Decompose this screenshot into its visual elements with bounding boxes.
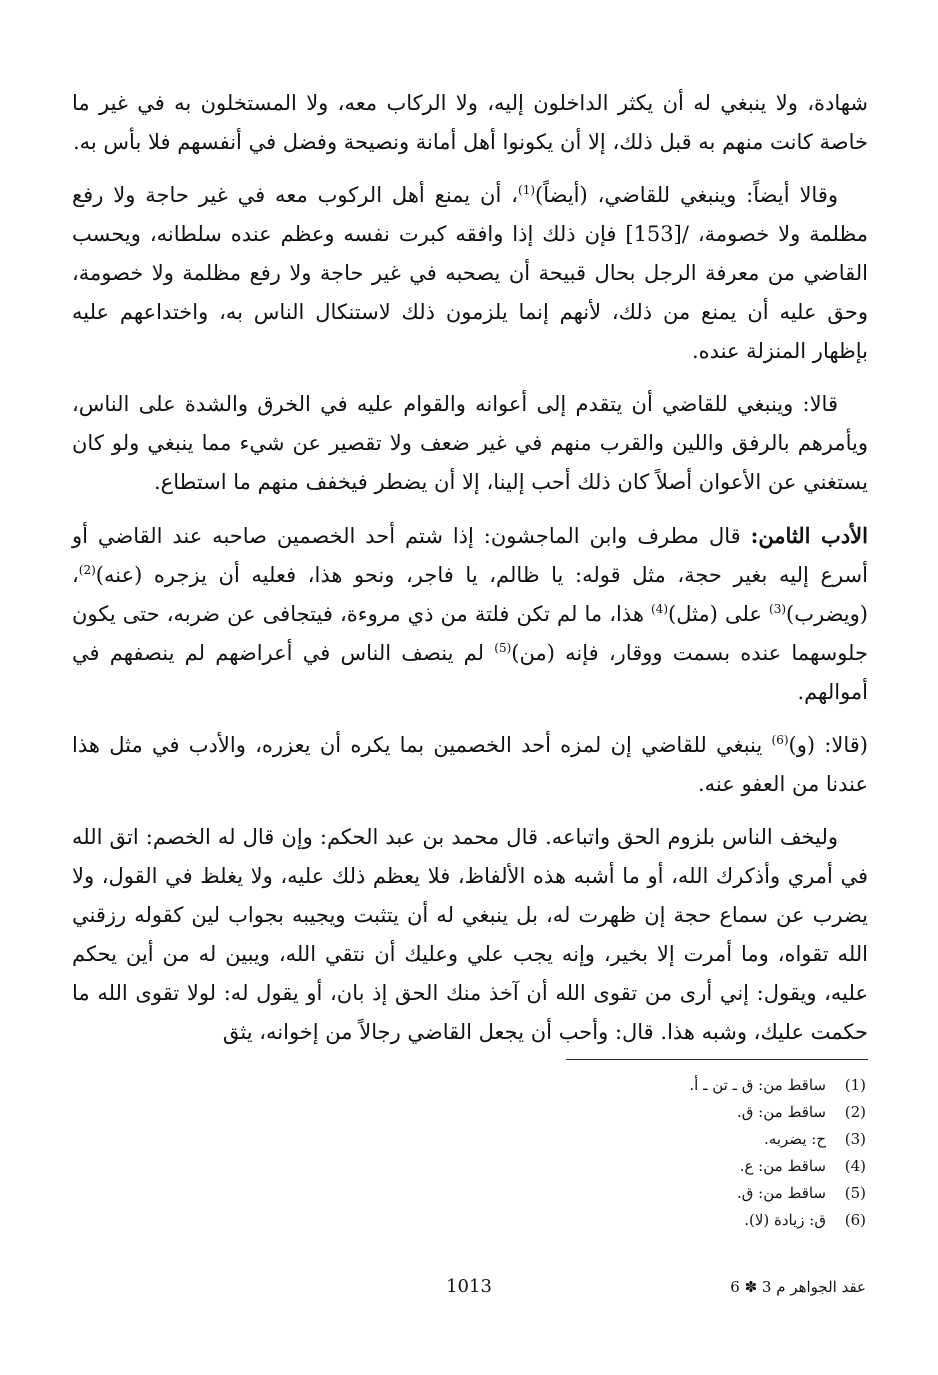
page-number: 1013 xyxy=(446,1276,492,1297)
paragraph-5-part-b: ينبغي للقاضي إن لمزه أحد الخصمين بما يكره أن يعزره، والأدب في مثل هذا عندنا من العفو عنه. xyxy=(72,733,868,796)
footnote-text: ساقط من: ع. xyxy=(739,1157,826,1175)
footnote-text: ح: يضربه. xyxy=(764,1130,826,1148)
footnote-item xyxy=(560,1207,866,1234)
footnote-number: (2) xyxy=(844,1103,866,1121)
paragraph-2-part-b: ، أن يمنع أهل الركوب معه في غير حاجة ولا رفع مظلمة ولا خصومة، /[153] فإن ذلك إذا وافقه كبرت نفسه وعظم عنده سلطانه، ويحسب القاضي من معرفة الرجل بحال قبيحة أن يصحبه في غير حاجة ولا رفع مظلمة ولا خصومة، وحق عليه أن يمنع من ذلك، لأنهم إنما يلزمون ذلك لاستنكال الناس به، واختداعهم عليه بإظهار المنزلة عنده. xyxy=(72,183,869,363)
paragraph-4 xyxy=(72,516,868,712)
footnote-number: (4) xyxy=(844,1157,866,1175)
paragraph-1: شهادة، ولا ينبغي له أن يكثر الداخلون إليه، ولا الركاب معه، ولا المستخلون به في غير ما خاصة كانت منهم به قبل ذلك، إلا أن يكونوا أهل أمانة ونصيحة وفضل في أنفسهم فلا بأس به. xyxy=(72,91,868,154)
paragraph-4-part-c: على (مثل) xyxy=(668,602,770,626)
footnote-text: ساقط من: ق ـ تن ـ أ. xyxy=(689,1076,826,1094)
paragraph-3: قالا: وينبغي للقاضي أن يتقدم إلى أعوانه والقوام عليه في الخرق والشدة على الناس، ويأمرهم بالرفق واللين والقرب منهم في غير ضعف ولا تقصير عن شيء مما ينبغي ولو كان يستغني عن الأعوان أصلاً كان ذلك أحب إلينا، إلا أن يضطر فيخفف منهم ما استطاع. xyxy=(72,392,868,494)
main-text xyxy=(72,84,868,1066)
footnote-item xyxy=(560,1126,866,1153)
footnote-number: (6) xyxy=(844,1211,866,1229)
paragraph-5-part-a: (قالا: (و) xyxy=(788,733,868,757)
section-heading: الأدب الثامن: xyxy=(750,523,868,548)
footnote-item xyxy=(560,1099,866,1126)
footnote-number: (5) xyxy=(844,1184,866,1202)
footnote-text: ساقط من: ق. xyxy=(737,1103,826,1121)
footnote-ref-5: (5) xyxy=(494,641,512,655)
paragraph-4-part-d: هذا، ما لم تكن فلتة من ذي مروءة، فيتجافى عن ضربه، حتى يكون جلوسهما عنده بسمت ووقار، فإنه (من) xyxy=(72,602,868,665)
paragraph-6: وليخف الناس بلزوم الحق واتباعه. قال محمد بن عبد الحكم: وإن قال له الخصم: اتق الله في أمري وأذكرك الله، أو ما أشبه هذه الألفاظ، فلا يعظم ذلك عليه، ولا يغلظ في القول، ولا يضرب عن سماع حجة إن ظهرت له، بل ينبغي له أن يتثبت ويجيبه بجواب لين كقوله رزقني الله تقواه، وما أمرت إلا بخير، وإنه يجب علي وعليك أن نتقي الله، ويبين له من أين يحكم عليه، ويقول: إني أرى من تقوى الله أن آخذ منك الحق إذ بان، أو يقول له: لولا تقوى الله ما حكمت عليك، وشبه هذا. قال: وأحب أن يجعل القاضي رجالاً من إخوانه، يثق xyxy=(72,825,868,1044)
footnote-ref-2: (2) xyxy=(78,563,96,577)
paragraph-4-part-a: قال مطرف وابن الماجشون: إذا شتم أحد الخصمين صاحبه عند القاضي أو أسرع إليه بغير حجة، مثل قوله: يا ظالم، يا فاجر، ونحو هذا، فعليه أن يزجره (عنه) xyxy=(72,524,868,587)
footnote-divider xyxy=(566,1059,868,1060)
footnote-item xyxy=(560,1072,866,1099)
footnotes xyxy=(560,1072,866,1234)
footnote-number: (1) xyxy=(844,1076,866,1094)
paragraph-4-part-e: لم ينصف الناس في أعراضهم لم ينصفهم في أموالهم. xyxy=(72,641,868,704)
paragraph-2 xyxy=(72,176,868,371)
footnote-item xyxy=(560,1153,866,1180)
paragraph-4-part-b: ، (ويضرب) xyxy=(72,563,868,626)
footnote-item xyxy=(560,1180,866,1207)
printer-signature: عقد الجواهر م 3 ✽ 6 xyxy=(730,1278,866,1296)
footnote-text: ق: زيادة (لا). xyxy=(744,1211,826,1229)
footnote-text: ساقط من: ق. xyxy=(737,1184,826,1202)
paragraph-5 xyxy=(72,726,868,804)
footnote-number: (3) xyxy=(844,1130,866,1148)
footnote-ref-1: (1) xyxy=(518,183,536,197)
footnote-ref-4: (4) xyxy=(650,602,668,616)
paragraph-2-part-a: وقالا أيضاً: وينبغي للقاضي، (أيضاً) xyxy=(535,183,838,207)
footnote-ref-6: (6) xyxy=(771,733,789,747)
footnote-ref-3: (3) xyxy=(769,602,787,616)
